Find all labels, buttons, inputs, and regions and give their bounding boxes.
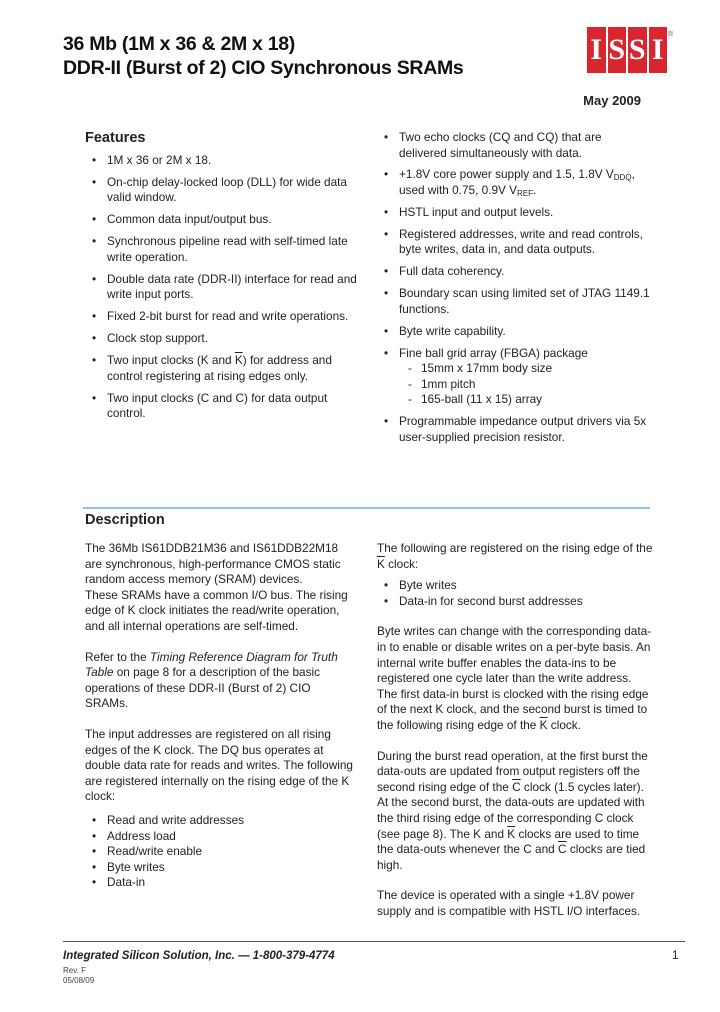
list-item: • Byte writes [377, 578, 653, 594]
text-segment: on page 8 for a description of the basic operations of these DDR-II (Burst of 2) CIO SRAMs. [85, 665, 321, 711]
list-item: • Clock stop support. [85, 331, 360, 347]
features-list-left [85, 153, 360, 422]
section-divider [83, 507, 650, 509]
list-item: • Read and write addresses [85, 813, 353, 829]
paragraph: The 36Mb IS61DDB21M36 and IS61DDB22M18 are synchronous, high-performance CMOS static random access memory (SRAM) devices. [85, 541, 341, 587]
overlined-signal: $\overline{K}$ [377, 556, 385, 571]
document-title [63, 32, 463, 80]
list-item [377, 167, 652, 198]
paragraph: The device is operated with a single +1.8V power supply and is compatible with HSTL I/O interfaces. [377, 888, 641, 918]
text-segment: clock (1.5 cycles later). At the second burst, the data-outs are updated with the third rising edge of the corresponding C clock (see page 8). The K and [377, 779, 645, 841]
text-segment: Refer to the [85, 649, 150, 664]
logo-letter: I [649, 27, 668, 73]
list-item: • Byte write capability. [377, 324, 652, 340]
logo-letter: S [628, 27, 647, 73]
logo-letter: I [587, 27, 606, 73]
publication-date: May 2009 [583, 93, 641, 108]
list-item: • Read/write enable [85, 844, 353, 860]
features-list-right [377, 130, 652, 445]
k-bar-registered-list [377, 578, 653, 609]
footer-revision [63, 966, 94, 986]
list-item [85, 353, 360, 384]
sub-item: - 165-ball (11 x 15) array [399, 392, 652, 408]
description-right-column [377, 541, 653, 919]
features-left-column [85, 153, 360, 428]
features-right-column [377, 130, 652, 452]
title-line-2: DDR-II (Burst of 2) CIO Synchronous SRAMs [63, 57, 464, 79]
sub-item: - 15mm x 17mm body size [399, 361, 652, 377]
sub-item: - 1mm pitch [399, 377, 652, 393]
list-item: • Full data coherency. [377, 264, 652, 280]
list-item: • Registered addresses, write and read controls, byte writes, data in, and data outputs. [377, 227, 652, 258]
text-segment: Byte writes can change with the corresponding data-in to enable or disable writes on a per-byte basis. An internal write buffer enables the data-ins to be registered one cycle later than the write address. The first data-in burst is clocked with the rising edge of the next K clock, and the second burst is timed to the following rising edge of the [377, 624, 652, 732]
list-item: • Address load [85, 829, 353, 845]
list-item: • Fixed 2-bit burst for read and write operations. [85, 309, 360, 325]
description-heading: Description [85, 512, 165, 528]
list-item: • Two input clocks (C and C) for data output control. [85, 391, 360, 422]
list-item: • On-chip delay-locked loop (DLL) for wide data valid window. [85, 175, 360, 206]
subscript: REF [517, 189, 534, 199]
list-item: • Boundary scan using limited set of JTAG 1149.1 functions. [377, 286, 652, 317]
overlined-signal: $\overline{K}$ [507, 826, 516, 841]
list-item: • HSTL input and output levels. [377, 205, 652, 221]
text-segment: Fine ball grid array (FBGA) package [399, 345, 588, 360]
list-item: • Data-in for second burst addresses [377, 594, 653, 610]
list-item [377, 346, 652, 408]
paragraph [377, 541, 653, 572]
list-item: • 1M x 36 or 2M x 18. [85, 153, 360, 169]
text-segment: +1.8V core power supply and 1.5, 1.8V V [399, 167, 614, 182]
list-item: • Byte writes [85, 860, 353, 876]
text-segment: , used with 0.75, 0.9V V [399, 167, 635, 198]
registered-mark: ® [668, 31, 674, 38]
text-segment: clock. [547, 717, 581, 732]
list-item: • Two echo clocks (CQ and CQ) that are delivered simultaneously with data. [377, 130, 652, 161]
overlined-signal: $\overline{K}$ [234, 353, 243, 368]
description-left-column [85, 541, 353, 891]
overlined-signal: $\overline{C}$ [558, 842, 567, 857]
title-line-1: 36 Mb (1M x 36 & 2M x 18) [63, 33, 296, 55]
overlined-signal: $\overline{C}$ [512, 779, 521, 794]
subscript: DDQ [613, 173, 632, 183]
italic-reference: Timing Reference Diagram for Truth Table [85, 649, 338, 680]
features-heading: Features [85, 130, 146, 146]
text-segment: ) for address and control registering at rising edges only. [107, 353, 332, 383]
paragraph: The input addresses are registered on all rising edges of the K clock. The DQ bus operates at double data rate for reads and writes. The following are registered internally on the rising edge of the K clock: [85, 726, 353, 804]
paragraph [377, 624, 653, 733]
text-segment: The following are registered on the rising edge of the [377, 541, 653, 555]
paragraph: These SRAMs have a common I/O bus. The rising edge of K clock initiates the read/write operation, and all internal operations are self-timed. [85, 587, 348, 633]
fbga-sublist [399, 361, 652, 408]
text-segment: clocks are used to time the data-outs whenever the C and [377, 826, 640, 857]
text-segment: During the burst read operation, at the first burst the data-outs are updated from output registers off the second rising edge of the [377, 748, 648, 794]
issi-logo [587, 25, 667, 75]
paragraph [85, 650, 353, 712]
page-number: 1 [672, 950, 679, 962]
registered-signals-list [85, 813, 353, 891]
overlined-signal: $\overline{K}$ [539, 717, 548, 732]
paragraph [377, 749, 653, 874]
list-item: • Data-in [85, 875, 353, 891]
text-segment: Two input clocks (K and [107, 353, 235, 368]
text-segment: clock: [384, 556, 419, 571]
list-item: • Common data input/output bus. [85, 212, 360, 228]
revision-label: Rev. F [63, 966, 86, 975]
list-item: • Double data rate (DDR-II) interface for read and write input ports. [85, 272, 360, 303]
footer-company: Integrated Silicon Solution, Inc. — 1-800-379-4774 [63, 950, 335, 962]
revision-date: 05/08/09 [63, 976, 95, 985]
list-item: • Programmable impedance output drivers via 5x user-supplied precision resistor. [377, 414, 652, 445]
list-item: • Synchronous pipeline read with self-timed late write operation. [85, 234, 360, 265]
footer-divider [63, 941, 685, 942]
logo-letter: S [608, 27, 627, 73]
text-segment: clocks are tied high. [377, 842, 646, 872]
text-segment: . [533, 183, 537, 198]
